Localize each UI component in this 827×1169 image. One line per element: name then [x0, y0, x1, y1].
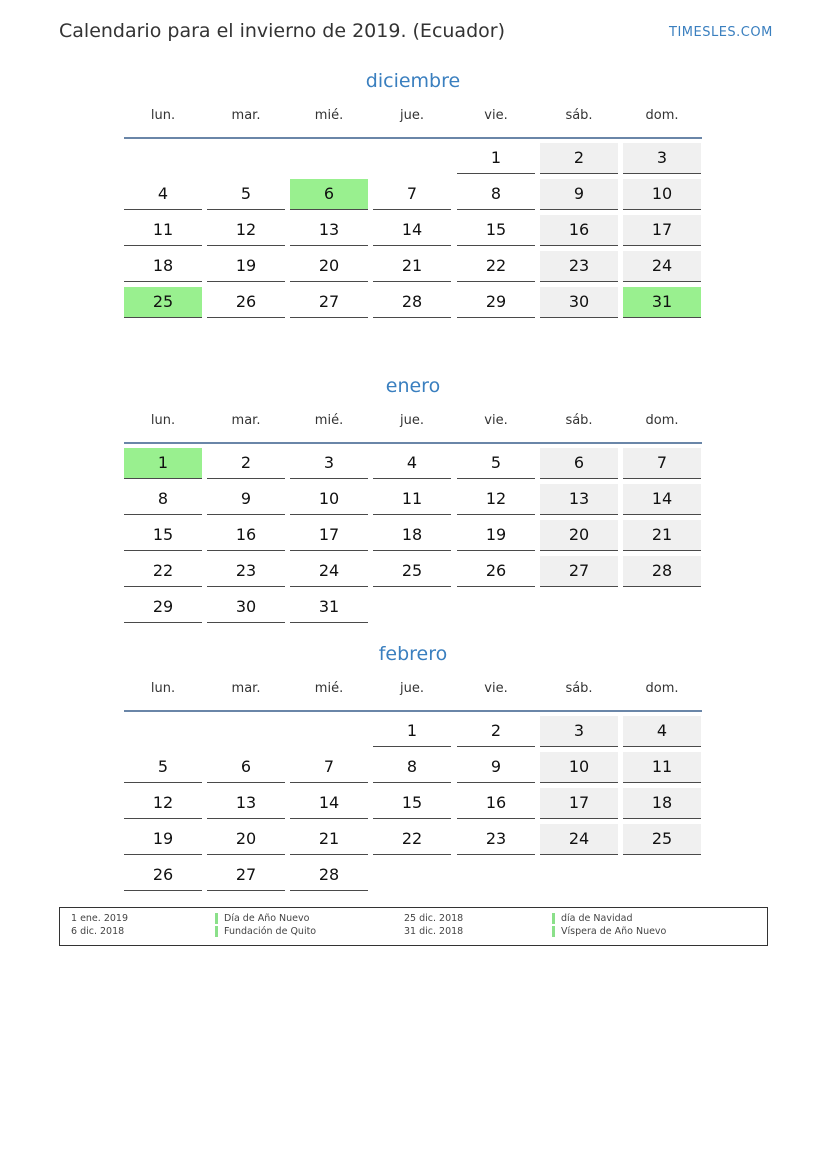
legend-holiday-name: Día de Año Nuevo: [224, 913, 310, 924]
day-cell: 7: [373, 179, 451, 210]
day-cell: 18: [124, 251, 202, 282]
weekday-header: lun.: [150, 681, 176, 696]
day-cell: 20: [207, 824, 285, 855]
day-cell: 14: [373, 215, 451, 246]
day-cell: 14: [290, 788, 368, 819]
day-cell: 23: [540, 251, 618, 282]
day-cell: 8: [457, 179, 535, 210]
day-cell: 22: [457, 251, 535, 282]
day-cell: 20: [290, 251, 368, 282]
legend-color-marker: [215, 926, 218, 937]
day-cell: 24: [623, 251, 701, 282]
day-cell: 6: [540, 448, 618, 479]
header-divider: [124, 442, 702, 444]
day-cell: 29: [124, 592, 202, 623]
day-cell: 4: [623, 716, 701, 747]
legend-date: 25 dic. 2018: [404, 913, 464, 924]
day-cell: 19: [207, 251, 285, 282]
weekday-header: mar.: [231, 681, 261, 696]
header-divider: [124, 710, 702, 712]
day-cell: 21: [623, 520, 701, 551]
day-cell: 12: [457, 484, 535, 515]
day-cell: 24: [290, 556, 368, 587]
weekday-header: vie.: [484, 413, 508, 428]
day-cell: 31: [290, 592, 368, 623]
day-cell: 3: [290, 448, 368, 479]
day-cell: 16: [540, 215, 618, 246]
day-cell: 22: [124, 556, 202, 587]
day-cell: 11: [124, 215, 202, 246]
day-cell: 26: [207, 287, 285, 318]
legend-date: 31 dic. 2018: [404, 926, 464, 937]
weekday-header: dom.: [645, 681, 679, 696]
legend-holiday-name: día de Navidad: [561, 913, 633, 924]
day-cell: 19: [457, 520, 535, 551]
day-cell: 12: [207, 215, 285, 246]
day-cell: 21: [373, 251, 451, 282]
weekday-header: dom.: [645, 413, 679, 428]
weekday-header: vie.: [484, 681, 508, 696]
day-cell: 14: [623, 484, 701, 515]
day-cell: 15: [373, 788, 451, 819]
weekday-header: lun.: [150, 413, 176, 428]
day-cell: 16: [457, 788, 535, 819]
legend-color-marker: [552, 913, 555, 924]
weekday-header: mar.: [231, 413, 261, 428]
header-divider: [124, 137, 702, 139]
weekday-header: mié.: [314, 108, 344, 123]
day-cell: 12: [124, 788, 202, 819]
day-cell: 2: [457, 716, 535, 747]
legend-holiday-name: Víspera de Año Nuevo: [561, 926, 667, 937]
day-cell: 18: [623, 788, 701, 819]
weekday-header: sáb.: [565, 413, 593, 428]
day-cell: 13: [207, 788, 285, 819]
day-cell: 28: [290, 860, 368, 891]
day-cell: 5: [457, 448, 535, 479]
day-cell: 10: [540, 752, 618, 783]
day-cell: 1: [457, 143, 535, 174]
day-cell: 21: [290, 824, 368, 855]
weekday-header: mar.: [231, 108, 261, 123]
weekday-header: sáb.: [565, 108, 593, 123]
day-cell: 28: [373, 287, 451, 318]
day-cell: 17: [623, 215, 701, 246]
day-cell: 28: [623, 556, 701, 587]
weekday-header: lun.: [150, 108, 176, 123]
day-cell: 23: [457, 824, 535, 855]
weekday-header: jue.: [400, 413, 424, 428]
weekday-header: jue.: [400, 108, 424, 123]
day-cell: 15: [457, 215, 535, 246]
holiday-day-cell: 31: [623, 287, 701, 318]
day-cell: 2: [207, 448, 285, 479]
day-cell: 23: [207, 556, 285, 587]
day-cell: 27: [290, 287, 368, 318]
legend-color-marker: [215, 913, 218, 924]
day-cell: 11: [373, 484, 451, 515]
day-cell: 17: [290, 520, 368, 551]
legend-date: 1 ene. 2019: [71, 913, 128, 924]
day-cell: 24: [540, 824, 618, 855]
legend-holiday-name: Fundación de Quito: [224, 926, 317, 937]
day-cell: 9: [457, 752, 535, 783]
day-cell: 15: [124, 520, 202, 551]
weekday-header: jue.: [400, 681, 424, 696]
day-cell: 27: [540, 556, 618, 587]
day-cell: 26: [457, 556, 535, 587]
day-cell: 9: [540, 179, 618, 210]
day-cell: 25: [373, 556, 451, 587]
weekday-header: mié.: [314, 681, 344, 696]
weekday-header: vie.: [484, 108, 508, 123]
day-cell: 8: [124, 484, 202, 515]
day-cell: 30: [540, 287, 618, 318]
day-cell: 10: [290, 484, 368, 515]
day-cell: 30: [207, 592, 285, 623]
day-cell: 19: [124, 824, 202, 855]
day-cell: 8: [373, 752, 451, 783]
day-cell: 5: [124, 752, 202, 783]
holiday-legend: [59, 907, 768, 946]
weekday-header: mié.: [314, 413, 344, 428]
day-cell: 11: [623, 752, 701, 783]
holiday-day-cell: 6: [290, 179, 368, 210]
day-cell: 13: [290, 215, 368, 246]
day-cell: 25: [623, 824, 701, 855]
day-cell: 20: [540, 520, 618, 551]
day-cell: 9: [207, 484, 285, 515]
day-cell: 13: [540, 484, 618, 515]
holiday-day-cell: 25: [124, 287, 202, 318]
month-title: diciembre: [365, 70, 461, 92]
day-cell: 7: [623, 448, 701, 479]
day-cell: 22: [373, 824, 451, 855]
holiday-day-cell: 1: [124, 448, 202, 479]
day-cell: 1: [373, 716, 451, 747]
day-cell: 17: [540, 788, 618, 819]
day-cell: 5: [207, 179, 285, 210]
month-title: febrero: [378, 643, 448, 665]
day-cell: 2: [540, 143, 618, 174]
day-cell: 27: [207, 860, 285, 891]
day-cell: 29: [457, 287, 535, 318]
brand-link[interactable]: TIMESLES.COM: [669, 25, 773, 40]
legend-color-marker: [552, 926, 555, 937]
day-cell: 3: [623, 143, 701, 174]
day-cell: 10: [623, 179, 701, 210]
day-cell: 3: [540, 716, 618, 747]
day-cell: 18: [373, 520, 451, 551]
day-cell: 26: [124, 860, 202, 891]
day-cell: 4: [373, 448, 451, 479]
weekday-header: sáb.: [565, 681, 593, 696]
day-cell: 4: [124, 179, 202, 210]
day-cell: 6: [207, 752, 285, 783]
day-cell: 16: [207, 520, 285, 551]
month-title: enero: [385, 375, 441, 397]
weekday-header: dom.: [645, 108, 679, 123]
page-title: Calendario para el invierno de 2019. (Ecuador): [59, 20, 505, 42]
day-cell: 7: [290, 752, 368, 783]
legend-date: 6 dic. 2018: [71, 926, 125, 937]
